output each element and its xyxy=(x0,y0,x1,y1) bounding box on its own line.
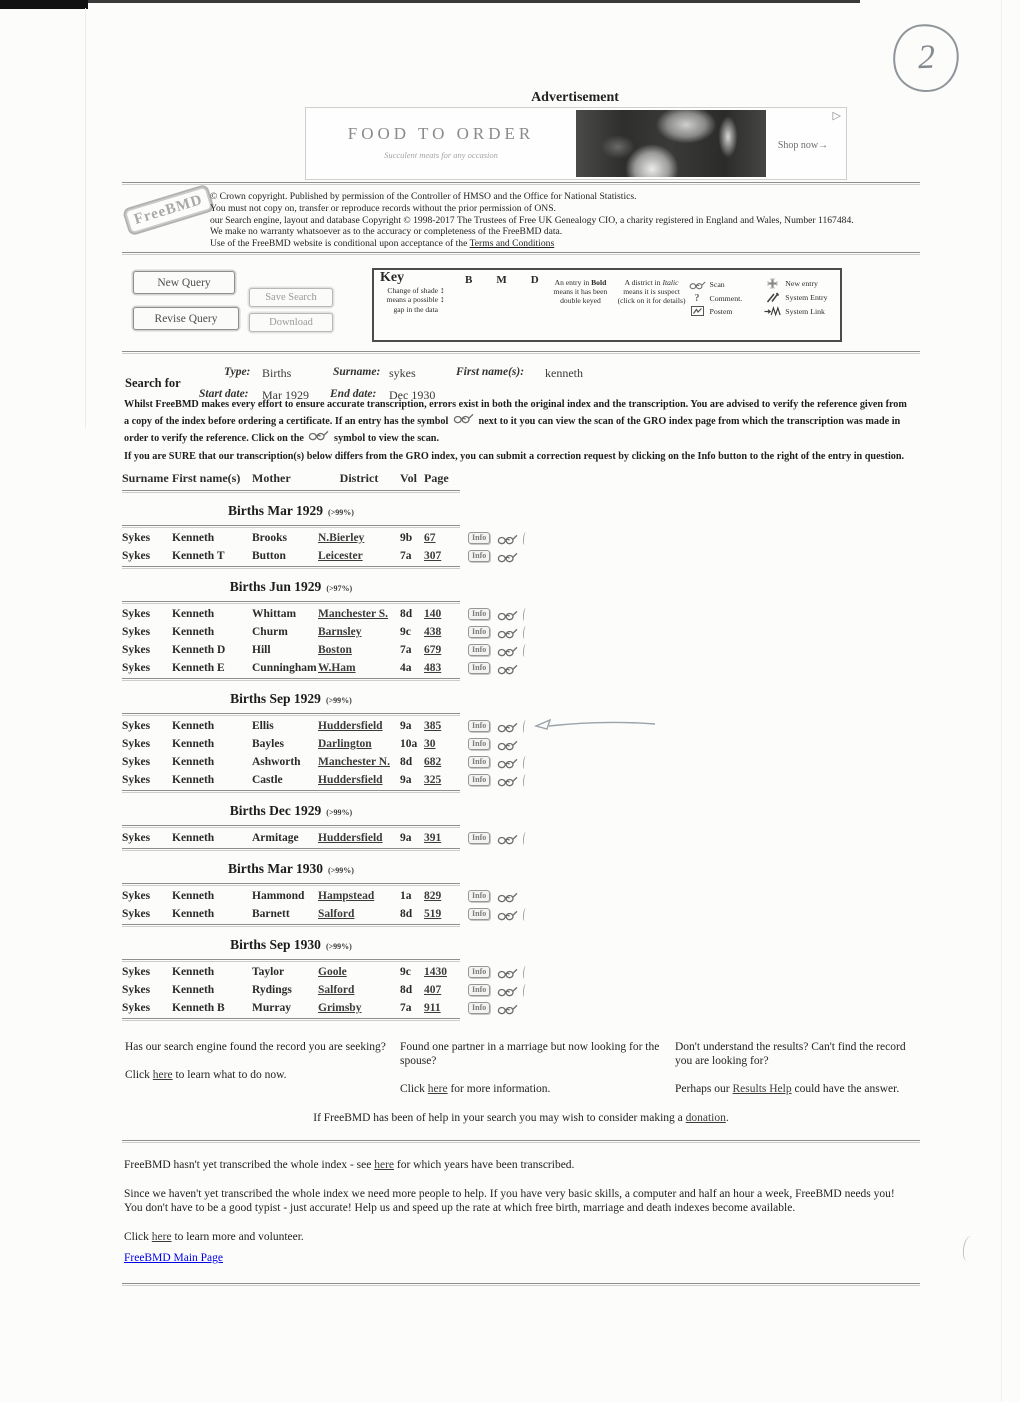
result-row xyxy=(122,605,682,623)
donation-link[interactable]: donation xyxy=(685,1112,726,1124)
cell-vol: 7a xyxy=(400,644,412,656)
glasses-icon xyxy=(689,278,706,291)
section-coverage: (>97%) xyxy=(326,584,353,593)
scan-glasses-icon[interactable] xyxy=(497,608,518,621)
key-bold-note: An entry in Bold means it has been double keyed xyxy=(553,278,608,306)
district-link[interactable]: Leicester xyxy=(318,550,363,562)
cell-mother: Cunningham xyxy=(252,662,317,674)
glasses-icon xyxy=(308,428,329,441)
scan-glasses-icon[interactable] xyxy=(497,774,518,787)
handwritten-mark xyxy=(523,644,527,657)
cell-vol: 7a xyxy=(400,550,412,562)
footer-volunteer-cta: Click here to learn more and volunteer. xyxy=(124,1230,304,1243)
page-link[interactable]: 829 xyxy=(424,890,442,902)
key-shade-note xyxy=(380,286,465,314)
cell-surname: Sykes xyxy=(122,626,151,638)
ad-subheadline: Succulent meats for any occasion xyxy=(384,150,498,160)
cell-firstnames: Kenneth D xyxy=(172,644,226,656)
table-rule xyxy=(122,566,460,569)
table-rule xyxy=(122,883,460,886)
scan-glasses-icon[interactable] xyxy=(497,550,518,563)
section-header xyxy=(122,928,460,958)
shade-arrows-icon: ↕ ↕ xyxy=(440,285,445,305)
cell-surname: Sykes xyxy=(122,832,151,844)
volunteer-here-link[interactable]: here xyxy=(151,1230,172,1243)
cell-surname: Sykes xyxy=(122,774,151,786)
footer-transcribed: FreeBMD hasn't yet transcribed the whole index - see here for which years have been transcribed. xyxy=(124,1159,575,1171)
handwritten-arrow xyxy=(533,718,659,734)
firstname-value: kenneth xyxy=(545,366,583,380)
copyright-line: You must not copy on, transfer or reproduce records without the prior permission of ONS. xyxy=(210,202,556,214)
section-header xyxy=(122,852,460,882)
cell-firstnames: Kenneth E xyxy=(172,662,225,674)
help-column-2 xyxy=(400,1040,662,1096)
scan-glasses-icon[interactable] xyxy=(497,626,518,639)
paper-edge xyxy=(85,8,86,428)
divider xyxy=(122,182,920,185)
donation-line: If FreeBMD has been of help in your search you may wish to consider making a donation. xyxy=(313,1112,729,1124)
cell-mother: Barnett xyxy=(252,908,290,920)
accuracy-notice: Whilst FreeBMD makes every effort to ensure accurate transcription, errors exist in both the original index and the transcription. You are advised to verify the reference given from a copy of the index before ordering a certificate. If an entry has the symbol next to it you can view the scan of the GRO index page from which the transcription was made in order to verify the reference. Click on the symbol to view the scan. xyxy=(124,399,907,445)
copyright-line: We make no warranty whatsoever as to the accuracy or completeness of the FreeBMD data. xyxy=(210,226,563,238)
key-legend-item xyxy=(689,278,765,291)
info-button[interactable]: Info xyxy=(468,550,490,562)
cell-vol: 4a xyxy=(400,662,412,674)
table-rule xyxy=(122,825,460,828)
district-link[interactable]: Boston xyxy=(318,644,352,656)
section-header xyxy=(122,794,460,824)
footer-volunteer-para: Since we haven't yet transcribed the whole index we need more people to help. If you have very basic skills, a computer and half an hour a week, FreeBMD needs you! You don't have to be a good typist - just accurate! Help us and speed up the rate at which free birth, marriage and death indexes become available. xyxy=(124,1187,895,1214)
section-coverage: (>99%) xyxy=(328,866,354,875)
scan-glasses-icon[interactable] xyxy=(497,966,518,979)
pen-icon xyxy=(764,292,781,303)
cell-surname: Sykes xyxy=(122,608,151,620)
cell-mother: Taylor xyxy=(252,966,285,978)
cell-surname: Sykes xyxy=(122,720,151,732)
scan-glasses-icon[interactable] xyxy=(497,890,518,903)
col-header-firstnames: First name(s) xyxy=(172,471,241,485)
advertisement-banner[interactable] xyxy=(305,107,847,180)
cell-mother: Armitage xyxy=(252,832,299,844)
copyright-line: © Crown copyright. Published by permission of the Controller of HMSO and the Office for National Statistics. xyxy=(210,191,637,202)
cell-firstnames: Kenneth xyxy=(172,890,215,902)
info-button[interactable]: Info xyxy=(468,626,490,638)
result-row xyxy=(122,963,682,981)
cell-surname: Sykes xyxy=(122,738,151,750)
district-link[interactable]: Hampstead xyxy=(318,890,375,902)
info-button[interactable]: Info xyxy=(468,1002,490,1014)
cell-firstnames: Kenneth xyxy=(172,720,215,732)
scan-glasses-icon[interactable] xyxy=(497,756,518,769)
info-button[interactable]: Info xyxy=(468,908,490,920)
help-question: Found one partner in a marriage but now looking for the spouse? xyxy=(400,1041,660,1067)
cell-firstnames: Kenneth B xyxy=(172,1002,225,1014)
help-question: Don't understand the results? Can't find the record you are looking for? xyxy=(675,1041,906,1067)
new-query-button[interactable]: New Query xyxy=(133,271,235,294)
download-button[interactable]: Download xyxy=(249,313,333,332)
district-link[interactable]: Salford xyxy=(318,984,355,996)
cell-surname: Sykes xyxy=(122,662,151,674)
district-link[interactable]: Manchester S. xyxy=(318,608,389,620)
info-button[interactable]: Info xyxy=(468,608,490,620)
info-button[interactable]: Info xyxy=(468,756,490,768)
handwritten-mark xyxy=(523,966,527,979)
handwritten-mark xyxy=(523,832,527,845)
key-italic-note: A district in Italic means it is suspect (click on it for details) xyxy=(617,278,686,306)
scan-glasses-icon[interactable] xyxy=(497,1002,518,1015)
info-button[interactable]: Info xyxy=(468,532,490,544)
main-page-link-wrap xyxy=(124,1252,223,1264)
result-row xyxy=(122,623,682,641)
help-answer: Click here to learn what to do now. xyxy=(125,1069,287,1081)
save-search-button[interactable]: Save Search xyxy=(249,288,333,307)
footer-block xyxy=(124,1158,914,1258)
handwritten-mark xyxy=(523,718,659,734)
scan-glasses-icon[interactable] xyxy=(497,644,518,657)
cell-mother: Murray xyxy=(252,1002,291,1014)
results-help-link[interactable]: Results Help xyxy=(732,1083,792,1095)
scan-glasses-icon[interactable] xyxy=(497,662,518,675)
cell-surname: Sykes xyxy=(122,890,151,902)
key-legend-box xyxy=(372,268,842,342)
result-row xyxy=(122,981,682,999)
cell-vol: 8d xyxy=(400,908,413,920)
correction-notice: If you are SURE that our transcription(s) below differs from the GRO index, you can submit a correction request by clicking on the Info button to the right of the entry in question. xyxy=(124,451,905,462)
advertisement-label: Advertisement xyxy=(531,90,619,105)
cell-surname: Sykes xyxy=(122,756,151,768)
freebmd-main-page-link[interactable]: FreeBMD Main Page xyxy=(124,1252,224,1264)
startdate-label: Start date: xyxy=(199,388,249,400)
firstname-label: First name(s): xyxy=(456,366,525,378)
page-link[interactable]: 438 xyxy=(424,626,442,638)
help-here-link[interactable]: here xyxy=(427,1083,448,1095)
handwritten-mark xyxy=(523,774,527,787)
surname-label: Surname: xyxy=(333,366,381,378)
page-link[interactable]: 682 xyxy=(424,756,442,768)
startdate-value: Mar 1929 xyxy=(262,388,309,402)
copyright-text: Use of the FreeBMD website is conditional upon acceptance of the xyxy=(210,238,470,250)
terms-and-conditions-link[interactable]: Terms and Conditions xyxy=(469,238,555,250)
result-row xyxy=(122,529,682,547)
handwritten-mark xyxy=(523,532,527,545)
cell-surname: Sykes xyxy=(122,1002,151,1014)
cell-mother: Bayles xyxy=(252,738,284,750)
divider xyxy=(122,252,920,255)
paper-edge xyxy=(1001,0,1002,1402)
cell-mother: Hill xyxy=(252,644,271,656)
logo-text: FreeBMD xyxy=(132,191,205,229)
copyright-line: our Search engine, layout and database Copyright © 1998-2017 The Trustees of Free UK Genealogy CIO, a charity registered in England and Wales, Number 1167484. xyxy=(210,214,854,226)
table-rule xyxy=(122,490,460,493)
section-coverage: (>99%) xyxy=(325,942,352,951)
cell-firstnames: Kenneth xyxy=(172,608,215,620)
ad-photo xyxy=(576,110,766,177)
cell-mother: Hammond xyxy=(252,890,305,902)
district-link[interactable]: Darlington xyxy=(318,738,372,750)
table-rule xyxy=(122,848,460,851)
handwritten-mark xyxy=(523,908,527,921)
table-rule xyxy=(122,924,460,927)
scan-glasses-icon[interactable] xyxy=(497,984,518,997)
key-bmd-columns xyxy=(465,270,546,340)
info-button[interactable]: Info xyxy=(468,984,490,996)
page-link[interactable]: 407 xyxy=(424,984,442,996)
cell-firstnames: Kenneth xyxy=(172,908,215,920)
table-rule xyxy=(122,959,460,962)
cell-mother: Button xyxy=(252,550,286,562)
result-row xyxy=(122,641,682,659)
cell-firstnames: Kenneth xyxy=(172,532,215,544)
scan-corner-artifact xyxy=(0,0,88,9)
cell-firstnames: Kenneth xyxy=(172,832,215,844)
scan-glasses-icon[interactable] xyxy=(497,908,518,921)
page-link[interactable]: 325 xyxy=(424,774,442,786)
cell-mother: Churm xyxy=(252,626,288,638)
ad-text-area xyxy=(306,108,576,179)
page-number-text: 2 xyxy=(916,38,936,77)
page-link[interactable]: 67 xyxy=(424,532,436,544)
cell-firstnames: Kenneth xyxy=(172,966,215,978)
result-row xyxy=(122,547,682,565)
key-legend-col1 xyxy=(689,270,765,340)
page-link[interactable]: 911 xyxy=(424,1002,441,1014)
key-shade-text: Change of shade means a possible gap in the data xyxy=(386,286,438,314)
enddate-label: End date: xyxy=(330,388,377,400)
col-header-surname: Surname xyxy=(122,471,169,485)
glasses-icon xyxy=(453,411,474,424)
cell-surname: Sykes xyxy=(122,984,151,996)
col-header-district: District xyxy=(339,471,379,485)
handwritten-mark xyxy=(523,608,527,621)
cell-vol: 8d xyxy=(400,756,413,768)
help-answer: Click here for more information. xyxy=(400,1083,551,1095)
ad-headline: FOOD TO ORDER xyxy=(347,124,535,143)
help-column-1 xyxy=(125,1040,393,1082)
result-row xyxy=(122,659,682,677)
key-legend-label: New entry xyxy=(785,278,818,288)
key-title-area xyxy=(374,270,465,340)
results-table xyxy=(122,471,682,1022)
info-button[interactable]: Info xyxy=(468,832,490,844)
section-coverage: (>99%) xyxy=(325,696,352,705)
help-column-3 xyxy=(675,1040,917,1096)
cell-mother: Rydings xyxy=(252,984,292,996)
page-link[interactable]: 1430 xyxy=(424,966,447,978)
section-header xyxy=(122,570,460,600)
page-link[interactable]: 483 xyxy=(424,662,442,674)
result-row xyxy=(122,771,682,789)
page-link[interactable]: 519 xyxy=(424,908,442,920)
col-header-page: Page xyxy=(424,471,449,485)
info-button[interactable]: Info xyxy=(468,720,490,732)
question-icon: ? xyxy=(694,293,700,304)
page-link[interactable]: 391 xyxy=(424,832,442,844)
cell-mother: Brooks xyxy=(252,532,287,544)
key-col-b: B xyxy=(464,274,473,286)
district-link[interactable]: Huddersfield xyxy=(318,832,383,844)
cell-vol: 9a xyxy=(400,774,412,786)
table-rule xyxy=(122,790,460,793)
section-coverage: (>99%) xyxy=(328,508,354,517)
search-for-label: Search for xyxy=(125,376,181,390)
page-link[interactable]: 30 xyxy=(424,738,436,750)
section-coverage: (>99%) xyxy=(326,808,353,817)
col-header-vol: Vol xyxy=(400,471,417,485)
key-col-m: M xyxy=(496,274,507,286)
cell-vol: 8d xyxy=(400,984,413,996)
result-row xyxy=(122,753,682,771)
results-table-body xyxy=(122,494,682,1021)
result-row xyxy=(122,829,682,847)
result-row xyxy=(122,905,682,923)
cell-surname: Sykes xyxy=(122,532,151,544)
cell-vol: 10a xyxy=(400,738,418,750)
result-row xyxy=(122,717,682,735)
page-link[interactable]: 140 xyxy=(424,608,442,620)
revise-query-button[interactable]: Revise Query xyxy=(133,307,239,330)
cell-surname: Sykes xyxy=(122,644,151,656)
info-button[interactable]: Info xyxy=(468,774,490,786)
section-title: Births Sep 1929 xyxy=(230,691,321,706)
section-title: Births Mar 1929 xyxy=(228,503,324,518)
cell-vol: 9c xyxy=(400,626,411,638)
key-legend-item xyxy=(689,306,765,316)
help-question: Has our search engine found the record you are seeking? xyxy=(125,1041,386,1053)
cell-mother: Whittam xyxy=(252,608,297,620)
link-arrow-icon xyxy=(764,306,781,317)
result-row xyxy=(122,887,682,905)
cell-mother: Ashworth xyxy=(252,756,301,768)
key-legend-label: Comment. xyxy=(709,294,743,303)
key-legend-label: Scan xyxy=(709,279,725,289)
district-link[interactable]: N.Bierley xyxy=(318,532,365,544)
scan-glasses-icon[interactable] xyxy=(497,738,518,751)
section-title: Births Mar 1930 xyxy=(228,861,324,876)
handwritten-mark xyxy=(523,756,527,769)
handwritten-mark xyxy=(523,984,527,997)
district-link[interactable]: Huddersfield xyxy=(318,720,383,732)
key-col-d: D xyxy=(530,274,539,286)
cell-firstnames: Kenneth xyxy=(172,626,215,638)
key-legend-label: Postem xyxy=(709,306,733,316)
cell-surname: Sykes xyxy=(122,966,151,978)
info-button[interactable]: Info xyxy=(468,966,490,978)
scan-glasses-icon[interactable] xyxy=(497,832,518,845)
plus-icon xyxy=(764,278,781,289)
district-link[interactable]: Barnsley xyxy=(318,626,362,638)
type-value: Births xyxy=(262,366,292,380)
district-link[interactable]: Huddersfield xyxy=(318,774,383,786)
col-header-mother: Mother xyxy=(252,471,291,485)
scan-edge-artifact xyxy=(0,0,860,3)
divider xyxy=(122,1140,920,1143)
scan-glasses-icon[interactable] xyxy=(497,532,518,545)
key-legend-label: System Entry xyxy=(785,292,828,302)
info-button[interactable]: Info xyxy=(468,662,490,674)
district-link[interactable]: W.Ham xyxy=(318,662,356,674)
key-title: Key xyxy=(380,270,405,285)
cell-vol: 8d xyxy=(400,608,413,620)
cell-surname: Sykes xyxy=(122,908,151,920)
info-button[interactable]: Info xyxy=(468,890,490,902)
info-button[interactable]: Info xyxy=(468,738,490,750)
key-legend-col2 xyxy=(764,270,840,340)
cell-vol: 9b xyxy=(400,532,413,544)
cell-mother: Ellis xyxy=(252,720,274,732)
info-button[interactable]: Info xyxy=(468,644,490,656)
cell-firstnames: Kenneth xyxy=(172,756,215,768)
adchoices-icon[interactable]: ▷ xyxy=(832,110,841,122)
cell-vol: 9c xyxy=(400,966,411,978)
enddate-value: Dec 1930 xyxy=(389,388,436,402)
table-rule xyxy=(122,601,460,604)
results-header-row xyxy=(122,471,682,489)
section-title: Births Dec 1929 xyxy=(229,803,322,818)
cell-mother: Castle xyxy=(252,774,283,786)
divider xyxy=(122,1283,920,1286)
district-link[interactable]: Grimsby xyxy=(318,1002,362,1014)
type-label: Type: xyxy=(224,366,251,378)
handwritten-page-number xyxy=(889,20,964,97)
section-title: Births Jun 1929 xyxy=(229,579,322,594)
key-legend-item xyxy=(689,294,765,303)
section-header xyxy=(122,682,460,712)
table-rule xyxy=(122,525,460,528)
table-rule xyxy=(122,678,460,681)
result-row xyxy=(122,999,682,1017)
table-rule xyxy=(122,1018,460,1021)
pen-squiggle xyxy=(961,1235,977,1263)
cell-vol: 1a xyxy=(400,890,412,902)
copyright-block xyxy=(210,191,916,250)
table-rule xyxy=(122,713,460,716)
handwritten-mark xyxy=(523,626,527,639)
page-link[interactable]: 385 xyxy=(424,720,442,732)
key-legend-item xyxy=(764,306,840,317)
section-header xyxy=(122,494,460,524)
district-link[interactable]: Manchester N. xyxy=(318,756,390,768)
page-link[interactable]: 679 xyxy=(424,644,442,656)
key-legend-item xyxy=(764,278,840,289)
section-title: Births Sep 1930 xyxy=(230,937,321,952)
key-legend-item xyxy=(764,292,840,303)
result-row xyxy=(122,735,682,753)
cell-surname: Sykes xyxy=(122,550,151,562)
cell-firstnames: Kenneth xyxy=(172,738,215,750)
freebmd-logo xyxy=(122,184,215,237)
key-legend-label: System Link xyxy=(785,306,825,316)
cell-firstnames: Kenneth T xyxy=(172,550,225,562)
shop-now-button[interactable]: Shop now→ xyxy=(777,140,829,151)
transcribed-here-link[interactable]: here xyxy=(374,1159,395,1171)
cell-firstnames: Kenneth xyxy=(172,984,215,996)
cell-vol: 9a xyxy=(400,720,412,732)
scan-glasses-icon[interactable] xyxy=(497,720,518,733)
page-link[interactable]: 307 xyxy=(424,550,442,562)
copyright-line xyxy=(210,238,916,250)
envelope-icon xyxy=(689,306,706,316)
cell-firstnames: Kenneth xyxy=(172,774,215,786)
help-here-link[interactable]: here xyxy=(152,1069,173,1081)
district-link[interactable]: Salford xyxy=(318,908,355,920)
cell-vol: 7a xyxy=(400,1002,412,1014)
district-link[interactable]: Goole xyxy=(318,966,347,978)
divider xyxy=(122,351,920,354)
help-answer: Perhaps our Results Help could have the answer. xyxy=(675,1083,900,1095)
surname-value: sykes xyxy=(389,366,416,380)
cell-vol: 9a xyxy=(400,832,412,844)
